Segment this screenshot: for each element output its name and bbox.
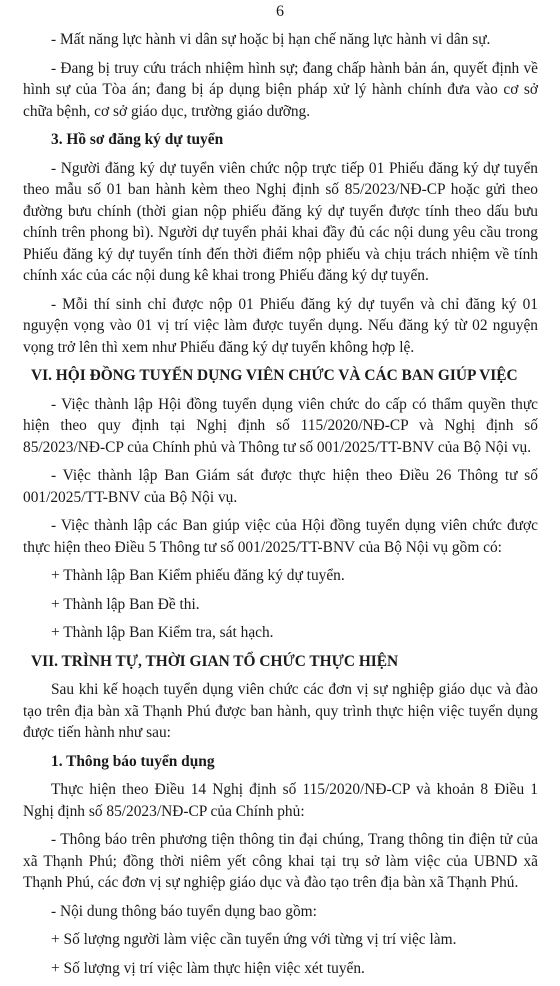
paragraph: Sau khi kế hoạch tuyển dụng viên chức các đơn vị sự nghiệp giáo dục và đào tạo trên địa bàn xã Thạnh Phú được ban hành, quy trình thực hiện việc tuyển dụng được tiến hành như sau: — [23, 681, 538, 741]
paragraph: - Người đăng ký dự tuyển viên chức nộp trực tiếp 01 Phiếu đăng ký dự tuyển theo mẫu số 01 ban hành kèm theo Nghị định số 85/2023/NĐ-CP hoặc gửi theo đường bưu chính (thời gian nộp phiếu đăng ký dự tuyển được tính theo dấu bưu chính trên phong bì). Người dự tuyển phải khai đầy đủ các nội dung yêu cầu trong Phiếu đăng ký dự tuyển tính đến thời điểm nộp phiếu và chịu trách nhiệm về tính chính xác của các nội dung kê khai trong Phiếu đăng ký dự tuyển. — [23, 159, 538, 284]
page-number: 6 — [276, 3, 284, 20]
chapter-heading: VI. HỘI ĐỒNG TUYỂN DỤNG VIÊN CHỨC VÀ CÁC BAN GIÚP VIỆC — [31, 367, 518, 384]
paragraph: - Thông báo trên phương tiện thông tin đại chúng, Trang thông tin điện tử của xã Thạnh Phú; đồng thời niêm yết công khai tại trụ sở làm việc của UBND xã Thạnh Phú, các đơn vị sự nghiệp giáo dục và đào tạo trên địa bàn xã Thạnh Phú. — [23, 831, 538, 891]
paragraph: - Việc thành lập Ban Giám sát được thực hiện theo Điều 26 Thông tư số 001/2025/TT-BNV của Bộ Nội vụ. — [23, 467, 538, 506]
chapter-heading: VII. TRÌNH TỰ, THỜI GIAN TỔ CHỨC THỰC HIỆN — [31, 652, 399, 670]
paragraph: - Đang bị truy cứu trách nhiệm hình sự; đang chấp hành bản án, quyết định về hình sự của Tòa án; đang bị áp dụng biện pháp xử lý hành chính đưa vào cơ sở chữa bệnh, cơ sở giáo dục, trường giáo dưỡng. — [23, 59, 538, 120]
bullet-item: + Thành lập Ban Kiểm phiếu đăng ký dự tuyển. — [51, 567, 345, 584]
bullet-item: + Thành lập Ban Đề thi. — [51, 595, 200, 613]
bullet-item: + Số lượng người làm việc cần tuyển ứng với từng vị trí việc làm. — [51, 931, 457, 948]
paragraph: - Nội dung thông báo tuyển dụng bao gồm: — [51, 902, 317, 920]
paragraph: - Mất năng lực hành vi dân sự hoặc bị hạn chế năng lực hành vi dân sự. — [51, 31, 491, 48]
paragraph: - Việc thành lập Hội đồng tuyển dụng viên chức do cấp có thẩm quyền thực hiện theo quy định tại Nghị định số 115/2020/NĐ-CP và Nghị định số 85/2023/NĐ-CP của Chính phủ và Thông tư số 001/2025/TT-BNV của Bộ Nội vụ. — [23, 395, 538, 456]
paragraph: - Việc thành lập các Ban giúp việc của Hội đồng tuyển dụng viên chức được thực hiện theo Điều 5 Thông tư số 001/2025/TT-BNV của Bộ Nội vụ gồm có: — [23, 517, 538, 556]
bullet-item: + Thành lập Ban Kiểm tra, sát hạch. — [51, 624, 274, 641]
section-heading: 1. Thông báo tuyển dụng — [51, 752, 215, 770]
document-body — [23, 29, 538, 986]
paragraph: - Mỗi thí sinh chỉ được nộp 01 Phiếu đăng ký dự tuyển và chỉ đăng ký 01 nguyện vọng vào 01 vị trí việc làm được tuyển dụng. Nếu đăng ký từ 02 nguyện vọng trở lên thì xem như Phiếu đăng ký dự tuyển không hợp lệ. — [23, 295, 538, 356]
paragraph: Thực hiện theo Điều 14 Nghị định số 115/2020/NĐ-CP và khoản 8 Điều 1 Nghị định số 85/2023/NĐ-CP của Chính phủ: — [23, 781, 538, 820]
section-heading: 3. Hồ sơ đăng ký dự tuyển — [51, 131, 224, 148]
bullet-item: + Số lượng vị trí việc làm thực hiện việc xét tuyển. — [51, 959, 365, 977]
